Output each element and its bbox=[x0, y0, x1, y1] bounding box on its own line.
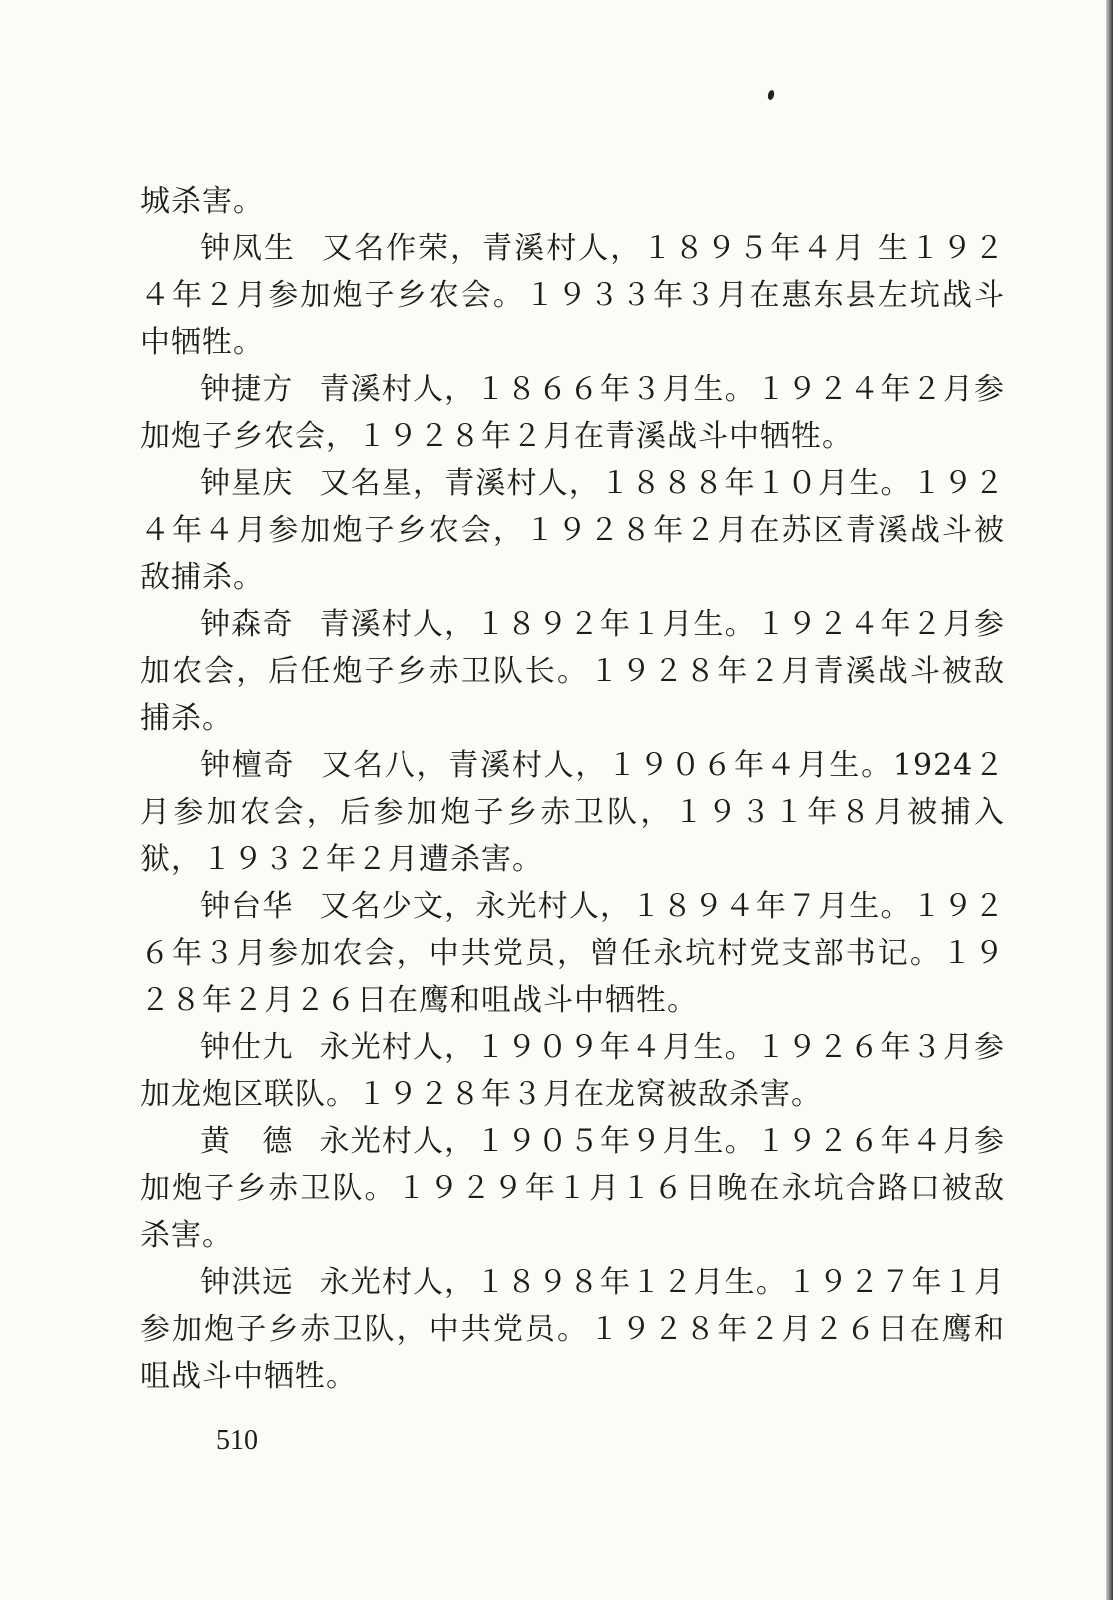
entry-name: 钟仕九 bbox=[200, 1030, 294, 1065]
entry-paragraph bbox=[140, 742, 1005, 883]
page-edge-shadow bbox=[1106, 0, 1113, 1600]
entry-name: 钟檀奇 bbox=[200, 748, 296, 783]
entry-name: 钟洪远 bbox=[200, 1265, 294, 1300]
entry-paragraph bbox=[140, 366, 1005, 460]
entry-name: 钟台华 bbox=[200, 889, 294, 924]
entry-paragraph bbox=[140, 601, 1005, 742]
entry-text: 永光村人，１９０５年９月生。１９２６年４月参加炮子乡赤卫队。１９２９年１月１６日晚在永坑合路口被敌杀害。 bbox=[140, 1124, 1005, 1253]
entry-name: 钟凤生 bbox=[200, 231, 297, 266]
entry-text: 青溪村人，１８６６年３月生。１９２４年２月参加炮子乡农会，１９２８年２月在青溪战斗中牺牲。 bbox=[140, 372, 1005, 454]
entry-paragraph bbox=[140, 1118, 1005, 1259]
intro-line: 城杀害。 bbox=[140, 184, 264, 219]
entry-text: 又名少文，永光村人，１８９４年７月生。１９２６年３月参加农会，中共党员，曾任永坑村党支部书记。１９２８年２月２６日在鹰和咀战斗中牺牲。 bbox=[140, 889, 1005, 1018]
entry-name: 钟星庆 bbox=[200, 466, 294, 501]
entry-text: 青溪村人，１８９２年１月生。１９２４年２月参加农会，后任炮子乡赤卫队长。１９２８年２月青溪战斗被敌捕杀。 bbox=[140, 607, 1005, 736]
entry-text: 又名八，青溪村人，１９０６年４月生。1924２月参加农会，后参加炮子乡赤卫队，１９３１年８月被捕入狱，１９３２年２月遭杀害。 bbox=[140, 748, 1005, 877]
page-number: 510 bbox=[216, 1425, 258, 1456]
entry-paragraph bbox=[140, 1024, 1005, 1118]
entry-text: 又名作荣，青溪村人，１８９５年４月 生１９２４年２月参加炮子乡农会。１９３３年３月在惠东县左坑战斗中牺牲。 bbox=[140, 231, 1005, 360]
entry-paragraph bbox=[140, 883, 1005, 1024]
entry-name: 钟森奇 bbox=[200, 607, 294, 642]
entry-paragraph bbox=[140, 460, 1005, 601]
entry-name: 钟捷方 bbox=[200, 372, 294, 407]
entry-text: 永光村人，１９０９年４月生。１９２６年３月参加龙炮区联队。１９２８年３月在龙窝被敌杀害。 bbox=[140, 1030, 1005, 1112]
entry-text: 永光村人，１８９８年１２月生。１９２７年１月参加炮子乡赤卫队，中共党员。１９２８年２月２６日在鹰和咀战斗中牺牲。 bbox=[140, 1265, 1005, 1394]
entry-paragraph bbox=[140, 1259, 1005, 1400]
entry-name: 黄 德 bbox=[200, 1124, 294, 1159]
ink-speck bbox=[767, 89, 775, 100]
entry-paragraph bbox=[140, 225, 1005, 366]
body-text bbox=[140, 178, 1005, 1400]
entry-text: 又名星，青溪村人，１８８８年１０月生。１９２４年４月参加炮子乡农会，１９２８年２月在苏区青溪战斗被敌捕杀。 bbox=[140, 466, 1005, 595]
